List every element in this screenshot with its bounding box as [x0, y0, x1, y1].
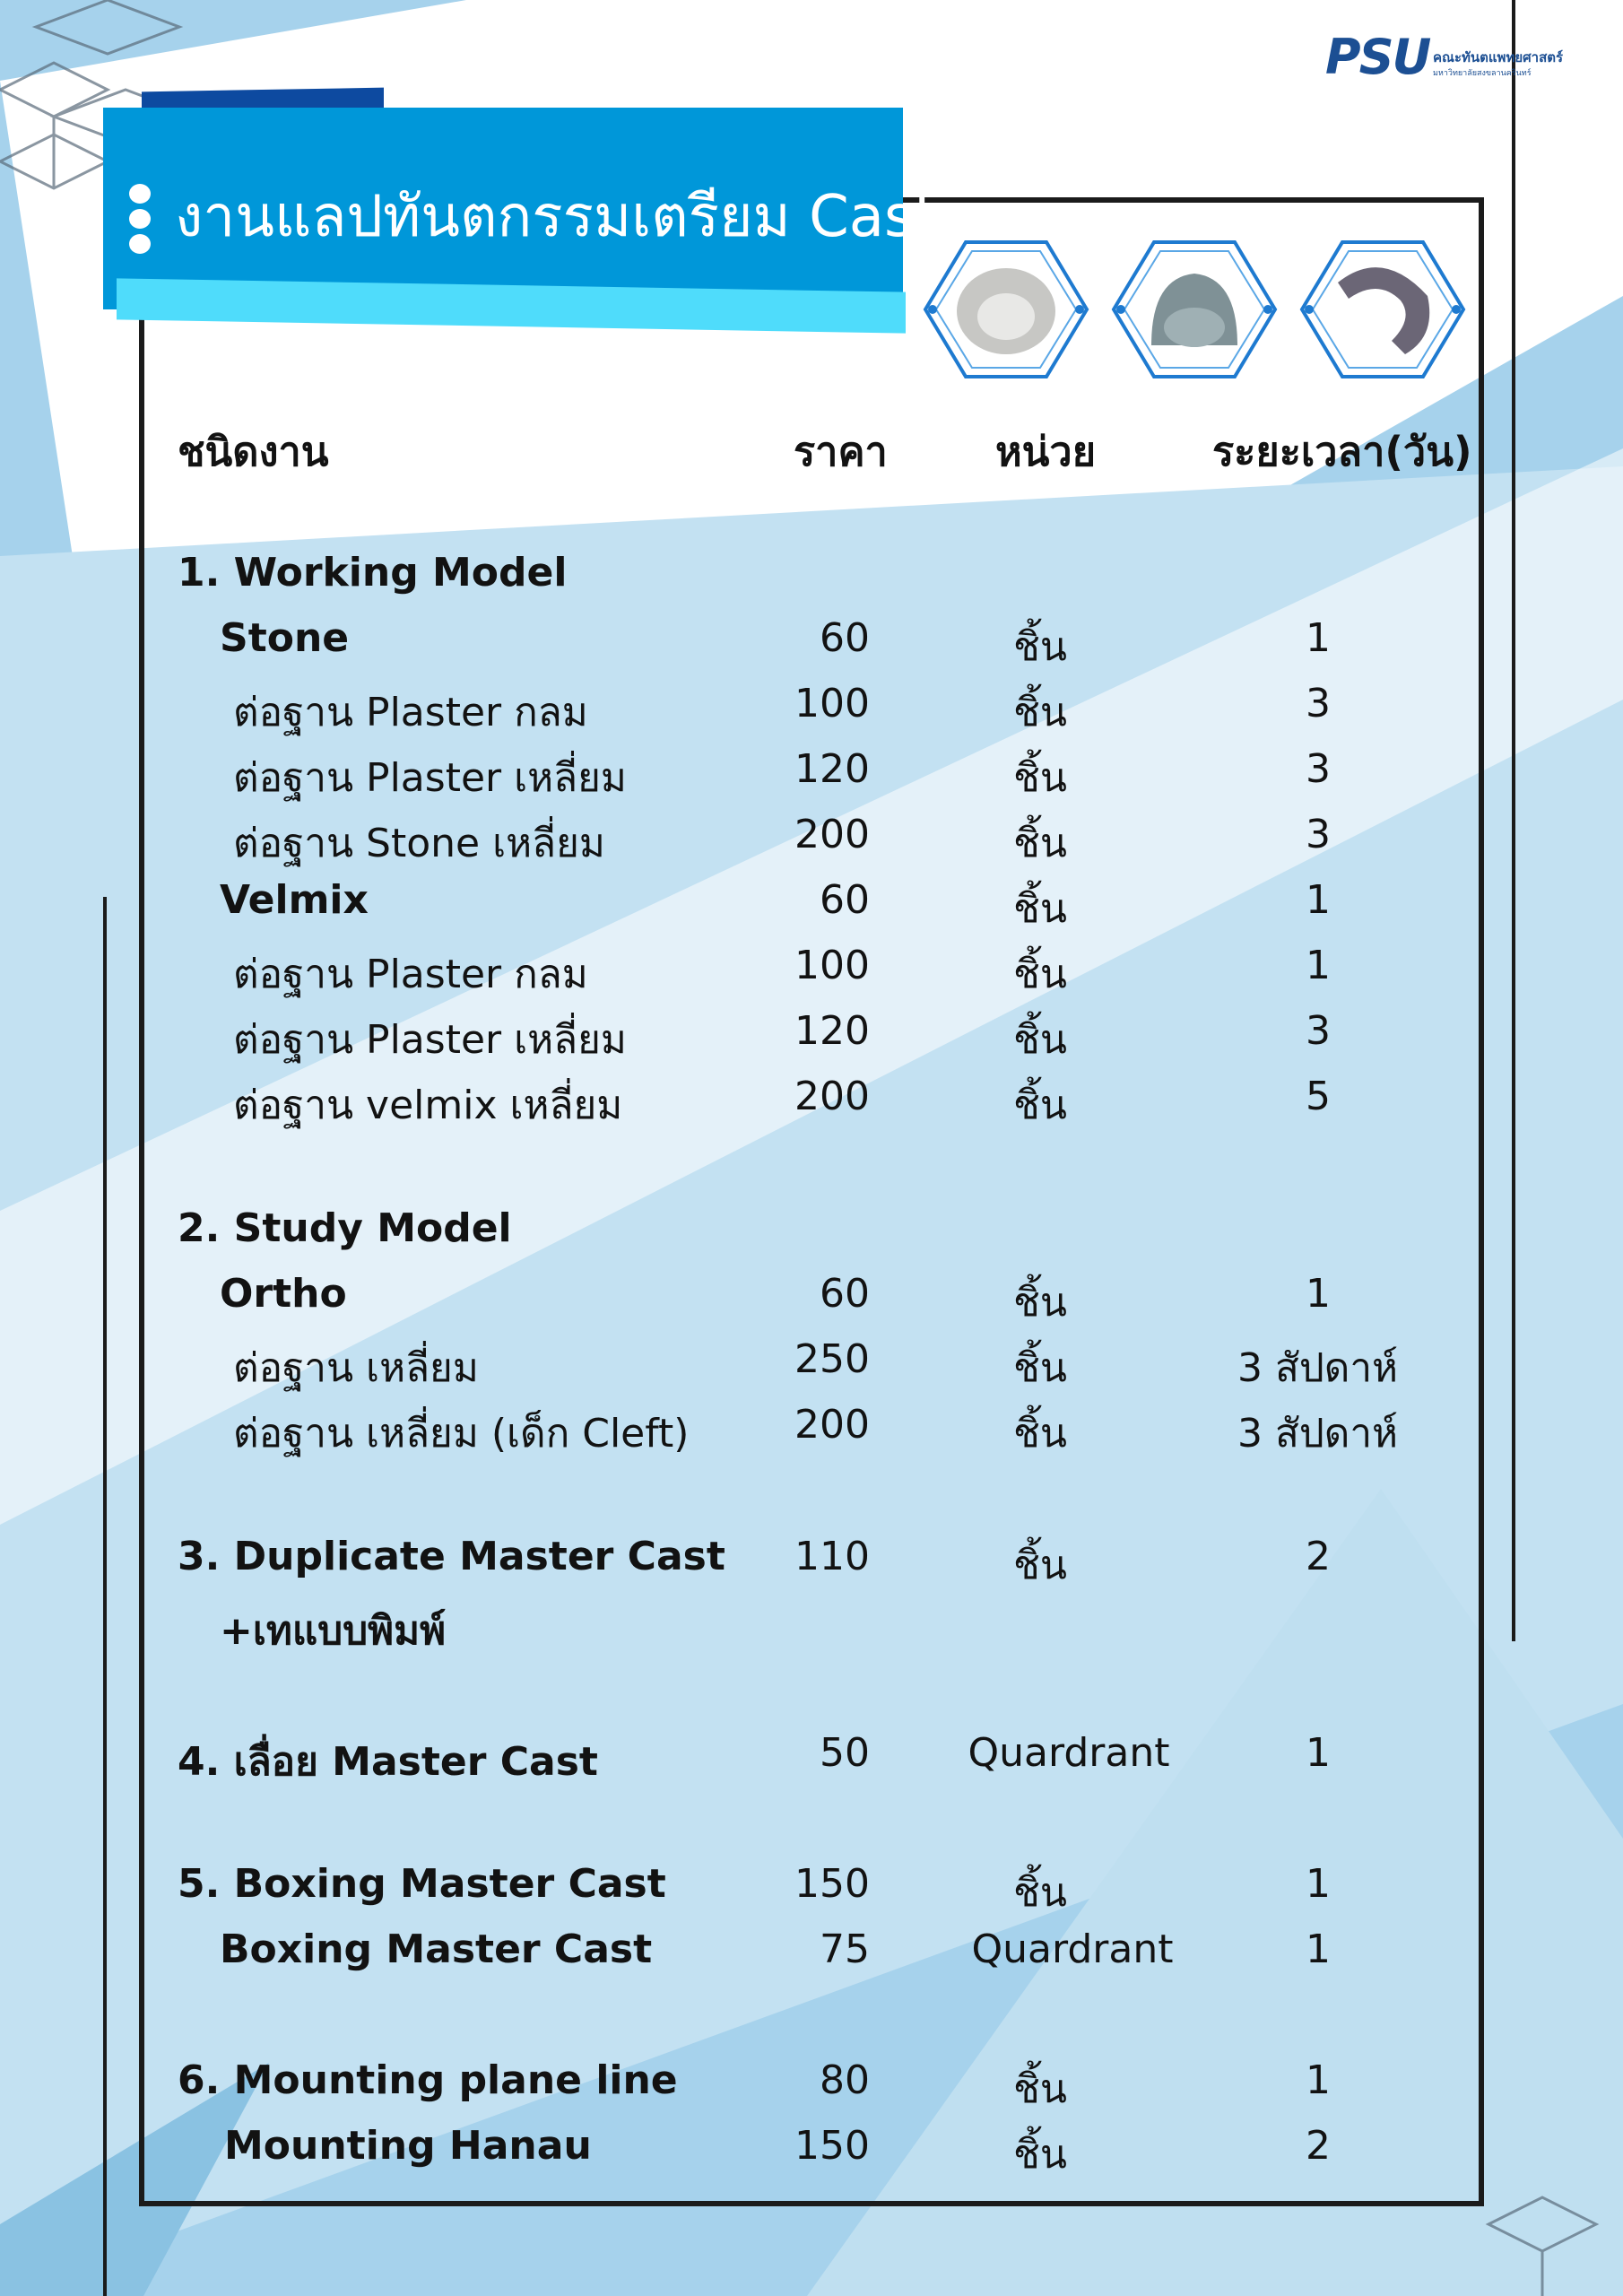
section-heading: 1. Working Model [178, 550, 568, 596]
row-duration: 1 [1306, 1271, 1331, 1317]
row-duration: 3 สัปดาห์ [1237, 1411, 1399, 1457]
row-price: 120 [794, 746, 870, 792]
row-price: 200 [794, 1402, 870, 1448]
section-heading: 5. Boxing Master Cast [178, 1861, 666, 1907]
row-item: Ortho [220, 1271, 347, 1317]
logo-faculty-name: คณะทันตแพทยศาสตร์ [1433, 49, 1564, 65]
decorative-line-left [103, 897, 107, 2296]
row-price: 60 [820, 877, 870, 923]
header-price: ราคา [794, 428, 888, 475]
section-heading: 3. Duplicate Master Cast [178, 1534, 725, 1579]
row-unit: ชิ้น [1013, 1017, 1067, 1063]
row-item: ต่อฐาน Plaster เหลี่ยม [233, 1017, 627, 1063]
row-price: 50 [820, 1730, 870, 1776]
row-price: 250 [794, 1336, 870, 1382]
row-unit: ชิ้น [1013, 690, 1067, 735]
row-unit: Quardrant [968, 1730, 1170, 1776]
row-item: Mounting Hanau [224, 2123, 592, 2169]
row-item: ต่อฐาน Plaster กลม [233, 690, 588, 735]
row-duration: 2 [1306, 1534, 1331, 1579]
row-item: ต่อฐาน velmix เหลี่ยม [233, 1083, 623, 1128]
row-price: 200 [794, 812, 870, 857]
row-duration: 1 [1306, 877, 1331, 923]
row-duration: 3 [1306, 812, 1331, 857]
row-duration: 3 [1306, 681, 1331, 726]
row-item: ต่อฐาน Stone เหลี่ยม [233, 821, 605, 866]
row-duration: 1 [1306, 1730, 1331, 1776]
row-price: 150 [794, 2123, 870, 2169]
row-unit: ชิ้น [1013, 1280, 1067, 1326]
row-item: Stone [220, 615, 350, 661]
header-item-type: ชนิดงาน [178, 428, 329, 475]
row-price: 75 [820, 1926, 870, 1972]
row-duration: 2 [1306, 2123, 1331, 2169]
row-unit: ชิ้น [1013, 1870, 1067, 1916]
page-title: งานแลปทันตกรรมเตรียม Cast [175, 184, 937, 250]
section-heading: 6. Mounting plane line [178, 2057, 678, 2103]
row-unit: ชิ้น [1013, 821, 1067, 866]
decorative-line-right [1512, 0, 1515, 1641]
row-duration: 5 [1306, 1074, 1331, 1119]
row-duration: 1 [1306, 943, 1331, 988]
row-item: ต่อฐาน เหลี่ยม (เด็ก Cleft) [233, 1411, 690, 1457]
row-price: 100 [794, 943, 870, 988]
row-unit: ชิ้น [1013, 2066, 1067, 2112]
logo-university-name: มหาวิทยาลัยสงขลานครินทร์ [1433, 69, 1532, 78]
row-item-continued: +เทแบบพิมพ์ [220, 1608, 447, 1654]
logo-mark: PSU [1325, 29, 1430, 85]
row-price: 100 [794, 681, 870, 726]
section-heading: 2. Study Model [178, 1205, 512, 1251]
row-item: Velmix [220, 877, 369, 923]
row-unit: ชิ้น [1013, 1543, 1067, 1588]
dental-cast-lower-image [1105, 229, 1284, 390]
row-unit: Quardrant [971, 1926, 1174, 1972]
row-price: 120 [794, 1008, 870, 1054]
row-unit: ชิ้น [1013, 2132, 1067, 2178]
row-price: 80 [820, 2057, 870, 2103]
row-unit: ชิ้น [1013, 624, 1067, 670]
row-unit: ชิ้น [1013, 952, 1067, 997]
row-duration: 1 [1306, 1861, 1331, 1907]
row-unit: ชิ้น [1013, 1345, 1067, 1391]
row-unit: ชิ้น [1013, 755, 1067, 801]
row-price: 60 [820, 615, 870, 661]
row-duration: 1 [1306, 2057, 1331, 2103]
psu-logo [1325, 29, 1564, 85]
row-price: 200 [794, 1074, 870, 1119]
header-duration: ระยะเวลา(วัน) [1212, 428, 1472, 475]
row-item: ต่อฐาน Plaster กลม [233, 952, 588, 997]
dental-cast-upper-image [916, 229, 1096, 390]
row-item: ต่อฐาน Plaster เหลี่ยม [233, 755, 627, 801]
row-duration: 3 สัปดาห์ [1237, 1345, 1399, 1391]
header-unit: หน่วย [995, 428, 1097, 475]
row-unit: ชิ้น [1013, 1411, 1067, 1457]
row-duration: 3 [1306, 1008, 1331, 1054]
row-unit: ชิ้น [1013, 1083, 1067, 1128]
row-item: ต่อฐาน เหลี่ยม [233, 1345, 479, 1391]
row-price: 150 [794, 1861, 870, 1907]
section-heading: 4. เลื่อย Master Cast [178, 1739, 598, 1785]
row-duration: 3 [1306, 746, 1331, 792]
row-duration: 1 [1306, 1926, 1331, 1972]
row-unit: ชิ้น [1013, 886, 1067, 932]
row-duration: 1 [1306, 615, 1331, 661]
row-price: 110 [794, 1534, 870, 1579]
bullet-dots [129, 184, 151, 259]
row-item: Boxing Master Cast [220, 1926, 653, 1972]
dental-scan-arch-image [1293, 229, 1472, 390]
row-price: 60 [820, 1271, 870, 1317]
